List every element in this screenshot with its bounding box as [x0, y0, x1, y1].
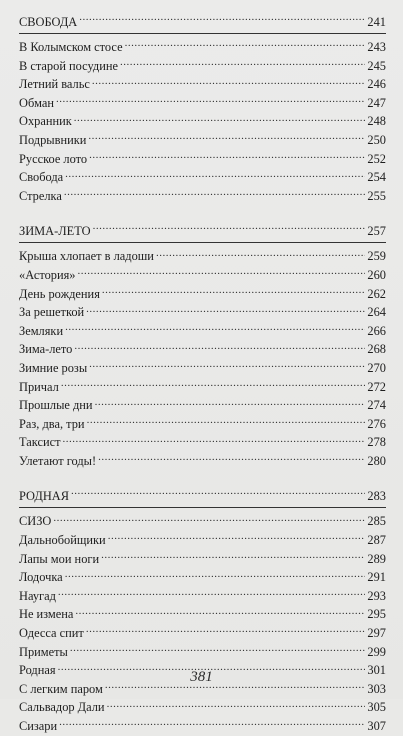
section-header: [19, 12, 386, 33]
entry-title: Охранник: [19, 114, 72, 129]
dot-leader: [89, 151, 365, 163]
entry-page-number: 303: [367, 681, 386, 696]
dot-leader: [70, 644, 366, 656]
entry-page-number: 289: [367, 551, 386, 566]
section-header: [19, 221, 386, 242]
entry-page-number: 293: [367, 588, 386, 603]
entry-page-number: 291: [367, 570, 386, 585]
toc-entry: [19, 643, 386, 662]
toc-entry: [19, 75, 386, 94]
entry-title: Летний вальс: [19, 77, 90, 92]
entry-title: День рождения: [19, 286, 100, 301]
toc-entry: [19, 168, 386, 187]
entry-title: Приметы: [19, 644, 68, 659]
entry-title: Свобода: [19, 170, 64, 185]
toc-entry: [19, 38, 386, 57]
dot-leader: [88, 132, 365, 144]
entry-page-number: 247: [367, 95, 386, 110]
entry-page-number: 255: [367, 188, 386, 203]
section-title: ЗИМА-ЛЕТО: [19, 224, 91, 239]
section-header: [19, 486, 386, 507]
toc-entry: [19, 187, 386, 206]
dot-leader: [87, 416, 366, 428]
entry-title: Прошлые дни: [19, 398, 93, 413]
toc-section-zima-leto: [19, 221, 386, 470]
entry-title: Дальнобойщики: [19, 533, 106, 548]
section-rule: [19, 242, 386, 243]
toc-entry: [19, 285, 386, 304]
entry-page-number: 243: [367, 40, 386, 54]
section-page-number: 241: [367, 15, 386, 29]
entry-page-number: 266: [367, 323, 386, 338]
entry-title: В старой посудине: [19, 58, 118, 73]
entry-title: Лапы мои ноги: [19, 551, 100, 566]
toc-entry: [19, 131, 386, 150]
dot-leader: [58, 588, 366, 600]
dot-leader: [95, 397, 366, 409]
dot-leader: [89, 360, 365, 372]
entry-page-number: 246: [367, 77, 386, 92]
dot-leader: [65, 323, 365, 335]
dot-leader: [156, 248, 365, 260]
dot-leader: [86, 304, 365, 316]
toc-entry: [19, 247, 386, 266]
entry-title: В Колымском стосе: [19, 40, 123, 54]
toc-entry: [19, 396, 386, 415]
dot-leader: [56, 95, 365, 107]
toc-entry: [19, 303, 386, 322]
toc-entry: [19, 698, 386, 717]
toc-entry: [19, 550, 386, 569]
entry-title: Крыша хлопает в ладоши: [19, 249, 154, 264]
entry-page-number: 245: [367, 58, 386, 73]
toc-entry: [19, 587, 386, 606]
entry-title: Подрывники: [19, 132, 87, 147]
entry-page-number: 287: [367, 533, 386, 548]
table-of-contents: [19, 8, 386, 736]
entry-page-number: 295: [367, 607, 386, 622]
dot-leader: [107, 699, 366, 711]
entry-title: Сизари: [19, 719, 58, 733]
dot-leader: [74, 341, 365, 353]
entry-title: Наугад: [19, 588, 56, 603]
dot-leader: [63, 434, 366, 446]
dot-leader: [86, 625, 366, 637]
toc-entry: [19, 94, 386, 113]
dot-leader: [74, 113, 366, 125]
dot-leader: [71, 488, 365, 500]
toc-entry: [19, 340, 386, 359]
toc-entry: [19, 512, 386, 531]
entry-page-number: 268: [367, 342, 386, 357]
toc-entry: [19, 266, 386, 285]
section-gap: [19, 470, 386, 482]
toc-entry: [19, 717, 386, 736]
toc-entry: [19, 378, 386, 397]
dot-leader: [75, 606, 365, 618]
toc-entry: [19, 624, 386, 643]
entry-title: Земляки: [19, 323, 64, 338]
section-title: РОДНАЯ: [19, 489, 69, 504]
entry-title: Одесса спит: [19, 626, 84, 641]
dot-leader: [108, 532, 366, 544]
entry-page-number: 307: [367, 719, 386, 733]
dot-leader: [64, 188, 366, 200]
section-rule: [19, 507, 386, 508]
entry-title: Таксист: [19, 435, 61, 450]
dot-leader: [120, 58, 365, 70]
dot-leader: [125, 39, 366, 51]
dot-leader: [65, 169, 365, 181]
entry-page-number: 280: [367, 453, 386, 468]
toc-entry: [19, 415, 386, 434]
entry-page-number: 276: [367, 416, 386, 431]
section-title: СВОБОДА: [19, 15, 78, 29]
entry-title: Зима-лето: [19, 342, 73, 357]
section-gap: [19, 205, 386, 217]
toc-entry: [19, 433, 386, 452]
entry-title: «Астория»: [19, 267, 76, 282]
entry-page-number: 297: [367, 626, 386, 641]
entry-title: Причал: [19, 379, 59, 394]
entry-title: За решеткой: [19, 305, 85, 320]
dot-leader: [79, 14, 365, 26]
dot-leader: [98, 453, 365, 465]
entry-page-number: 285: [367, 514, 386, 529]
toc-entry: [19, 322, 386, 341]
section-page-number: 257: [367, 224, 386, 239]
entry-page-number: 250: [367, 132, 386, 147]
toc-entry: [19, 531, 386, 550]
page-number: 381: [190, 669, 213, 685]
toc-section-svoboda: [19, 12, 386, 205]
entry-title: Улетают годы!: [19, 453, 97, 468]
entry-page-number: 299: [367, 644, 386, 659]
entry-title: Не измена: [19, 607, 74, 622]
entry-page-number: 252: [367, 151, 386, 166]
section-page-number: 283: [367, 489, 386, 504]
entry-title: Стрелка: [19, 188, 62, 203]
entry-title: Зимние розы: [19, 360, 88, 375]
entry-page-number: 270: [367, 360, 386, 375]
toc-entry: [19, 112, 386, 131]
entry-page-number: 264: [367, 305, 386, 320]
dot-leader: [102, 286, 366, 298]
dot-leader: [61, 379, 366, 391]
toc-entry: [19, 568, 386, 587]
entry-title: Обман: [19, 95, 55, 110]
entry-title: Сальвадор Дали: [19, 700, 105, 715]
entry-title: Лодочка: [19, 570, 63, 585]
entry-title: Раз, два, три: [19, 416, 85, 431]
entry-page-number: 305: [367, 700, 386, 715]
toc-entry: [19, 452, 386, 471]
entry-page-number: 259: [367, 249, 386, 264]
dot-leader: [92, 76, 366, 88]
entry-title: СИЗО: [19, 514, 52, 529]
entry-page-number: 278: [367, 435, 386, 450]
entry-page-number: 248: [367, 114, 386, 129]
dot-leader: [59, 718, 365, 730]
section-rule: [19, 33, 386, 34]
entry-page-number: 260: [367, 267, 386, 282]
toc-section-rodnaya: [19, 486, 386, 735]
dot-leader: [101, 551, 365, 563]
entry-title: Родная: [19, 663, 56, 678]
toc-entry: [19, 150, 386, 169]
entry-page-number: 262: [367, 286, 386, 301]
entry-page-number: 272: [367, 379, 386, 394]
toc-entry: [19, 359, 386, 378]
dot-leader: [78, 267, 366, 279]
toc-entry: [19, 57, 386, 76]
dot-leader: [65, 569, 366, 581]
entry-title: С легким паром: [19, 681, 103, 696]
dot-leader: [93, 223, 366, 235]
toc-entry: [19, 605, 386, 624]
entry-page-number: 301: [367, 663, 386, 678]
dot-leader: [53, 513, 365, 525]
entry-title: Русское лото: [19, 151, 88, 166]
entry-page-number: 254: [367, 170, 386, 185]
entry-page-number: 274: [367, 398, 386, 413]
